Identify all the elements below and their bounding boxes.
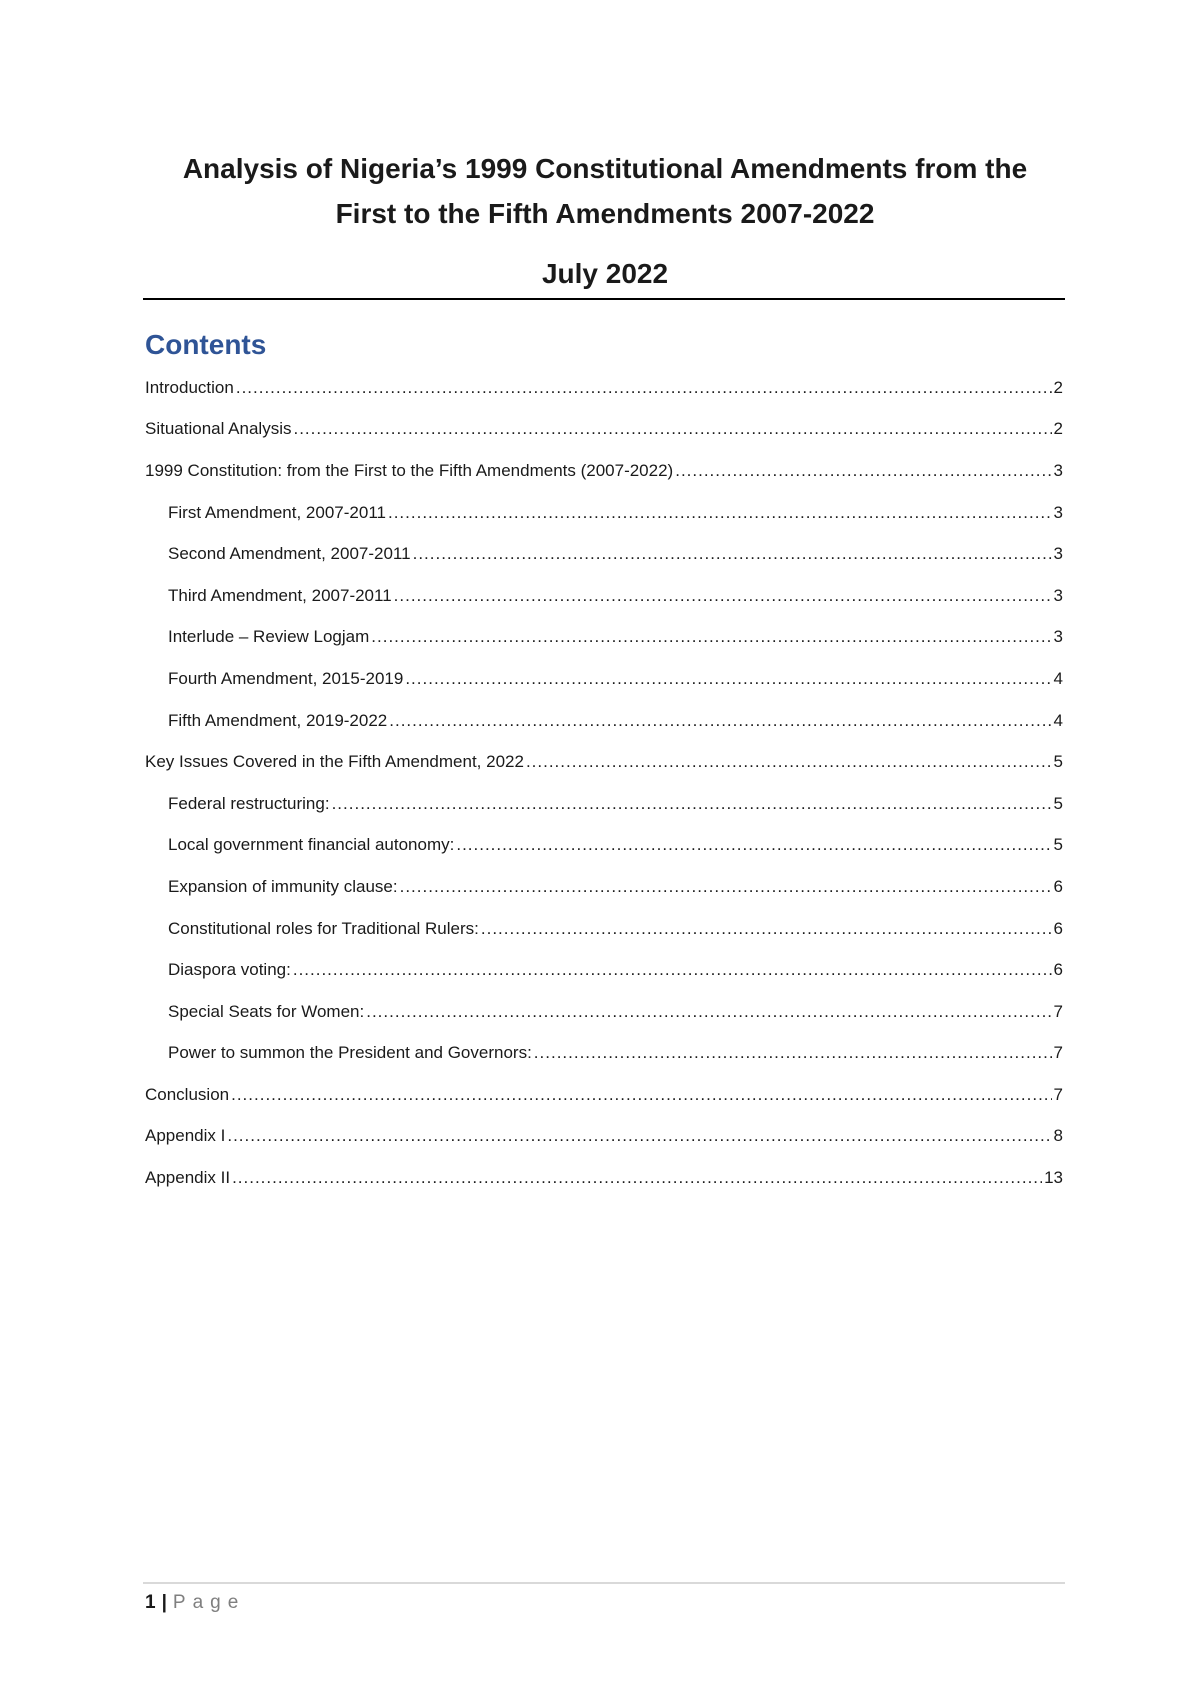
toc-entry[interactable] <box>145 367 1063 409</box>
toc-entry[interactable] <box>145 617 1063 659</box>
toc-dot-leader <box>481 919 1052 939</box>
toc-entry[interactable] <box>145 492 1063 534</box>
document-title-line-2: First to the Fifth Amendments 2007-2022 <box>335 198 875 229</box>
page-footer <box>145 1588 245 1618</box>
toc-entry-page: 7 <box>1053 1084 1063 1104</box>
toc-entry-label: Federal restructuring: <box>168 793 330 813</box>
toc-entry-label: Local government financial autonomy: <box>168 835 455 855</box>
toc-entry-page: 6 <box>1053 960 1063 980</box>
footer-separator: | <box>161 1592 167 1613</box>
toc-entry[interactable] <box>145 1157 1063 1199</box>
toc-dot-leader <box>534 1043 1052 1063</box>
toc-entry-label: Diaspora voting: <box>168 960 291 980</box>
toc-entry-label: Situational Analysis <box>145 419 292 439</box>
toc-entry-page: 3 <box>1053 544 1063 564</box>
toc-entry-page: 4 <box>1053 710 1063 730</box>
toc-entry-label: Interlude – Review Logjam <box>168 627 370 647</box>
toc-entry[interactable] <box>145 825 1063 867</box>
toc-dot-leader <box>389 711 1051 731</box>
table-of-contents <box>145 367 1063 1199</box>
toc-dot-leader <box>400 877 1052 897</box>
toc-entry-label: Appendix I <box>145 1126 226 1146</box>
toc-entry[interactable] <box>145 575 1063 617</box>
toc-entry[interactable] <box>145 409 1063 451</box>
toc-entry-page: 3 <box>1053 502 1063 522</box>
toc-entry-label: Key Issues Covered in the Fifth Amendment, 2022 <box>145 752 524 772</box>
toc-entry-label: Second Amendment, 2007-2011 <box>168 544 411 564</box>
toc-entry[interactable] <box>145 908 1063 950</box>
toc-entry-page: 4 <box>1053 668 1063 688</box>
toc-entry-page: 5 <box>1053 752 1063 772</box>
toc-entry-label: Special Seats for Women: <box>168 1001 365 1021</box>
toc-entry-label: Conclusion <box>145 1084 230 1104</box>
footer-page-label: Page <box>172 1592 246 1613</box>
toc-entry[interactable] <box>145 949 1063 991</box>
toc-entry-label: Power to summon the President and Governors: <box>168 1043 532 1063</box>
toc-entry-page: 6 <box>1053 876 1063 896</box>
toc-dot-leader <box>293 419 1051 439</box>
toc-dot-leader <box>413 544 1052 564</box>
toc-entry[interactable] <box>145 1116 1063 1158</box>
toc-entry-page: 5 <box>1053 835 1063 855</box>
toc-entry[interactable] <box>145 783 1063 825</box>
toc-entry[interactable] <box>145 1074 1063 1116</box>
toc-entry-page: 8 <box>1053 1126 1063 1146</box>
toc-dot-leader <box>231 1085 1051 1105</box>
toc-entry-page: 2 <box>1053 419 1063 439</box>
toc-entry-page: 3 <box>1053 460 1063 480</box>
toc-dot-leader <box>526 752 1052 772</box>
toc-entry[interactable] <box>145 741 1063 783</box>
toc-entry-page: 3 <box>1053 627 1063 647</box>
toc-entry-page: 2 <box>1053 377 1063 397</box>
footer-page-number: 1 <box>145 1592 156 1613</box>
toc-entry-label: Constitutional roles for Traditional Rulers: <box>168 918 479 938</box>
toc-entry-label: Introduction <box>145 377 234 397</box>
document-title <box>145 146 1065 236</box>
toc-entry-page: 6 <box>1053 918 1063 938</box>
toc-entry-label: Fourth Amendment, 2015-2019 <box>168 668 404 688</box>
document-title-line-1: Analysis of Nigeria’s 1999 Constitutional Amendments from the <box>182 153 1028 184</box>
toc-entry[interactable] <box>145 658 1063 700</box>
toc-entry-label: Third Amendment, 2007-2011 <box>168 585 392 605</box>
document-date: July 2022 <box>541 258 669 289</box>
toc-dot-leader <box>388 503 1052 523</box>
toc-dot-leader <box>236 378 1052 398</box>
toc-dot-leader <box>332 794 1052 814</box>
toc-entry[interactable] <box>145 700 1063 742</box>
toc-entry[interactable] <box>145 991 1063 1033</box>
toc-entry-page: 5 <box>1053 793 1063 813</box>
toc-dot-leader <box>405 669 1051 689</box>
title-divider <box>143 298 1065 300</box>
toc-entry-page: 13 <box>1044 1168 1063 1188</box>
toc-entry-page: 7 <box>1053 1001 1063 1021</box>
toc-dot-leader <box>232 1168 1042 1188</box>
toc-dot-leader <box>227 1126 1051 1146</box>
toc-dot-leader <box>394 586 1052 606</box>
toc-dot-leader <box>675 461 1051 481</box>
toc-entry-label: Appendix II <box>145 1168 231 1188</box>
toc-entry[interactable] <box>145 450 1063 492</box>
toc-dot-leader <box>293 960 1052 980</box>
toc-entry-page: 3 <box>1053 585 1063 605</box>
toc-dot-leader <box>371 627 1051 647</box>
toc-entry[interactable] <box>145 533 1063 575</box>
toc-entry-label: 1999 Constitution: from the First to the Fifth Amendments (2007-2022) <box>145 460 674 480</box>
toc-entry-page: 7 <box>1053 1043 1063 1063</box>
footer-divider <box>143 1582 1065 1584</box>
toc-entry-label: Fifth Amendment, 2019-2022 <box>168 710 388 730</box>
toc-entry-label: Expansion of immunity clause: <box>168 876 398 896</box>
toc-dot-leader <box>366 1002 1051 1022</box>
toc-entry[interactable] <box>145 1033 1063 1075</box>
toc-entry-label: First Amendment, 2007-2011 <box>168 502 386 522</box>
toc-dot-leader <box>456 835 1051 855</box>
toc-entry[interactable] <box>145 866 1063 908</box>
toc-heading: Contents <box>145 329 267 360</box>
